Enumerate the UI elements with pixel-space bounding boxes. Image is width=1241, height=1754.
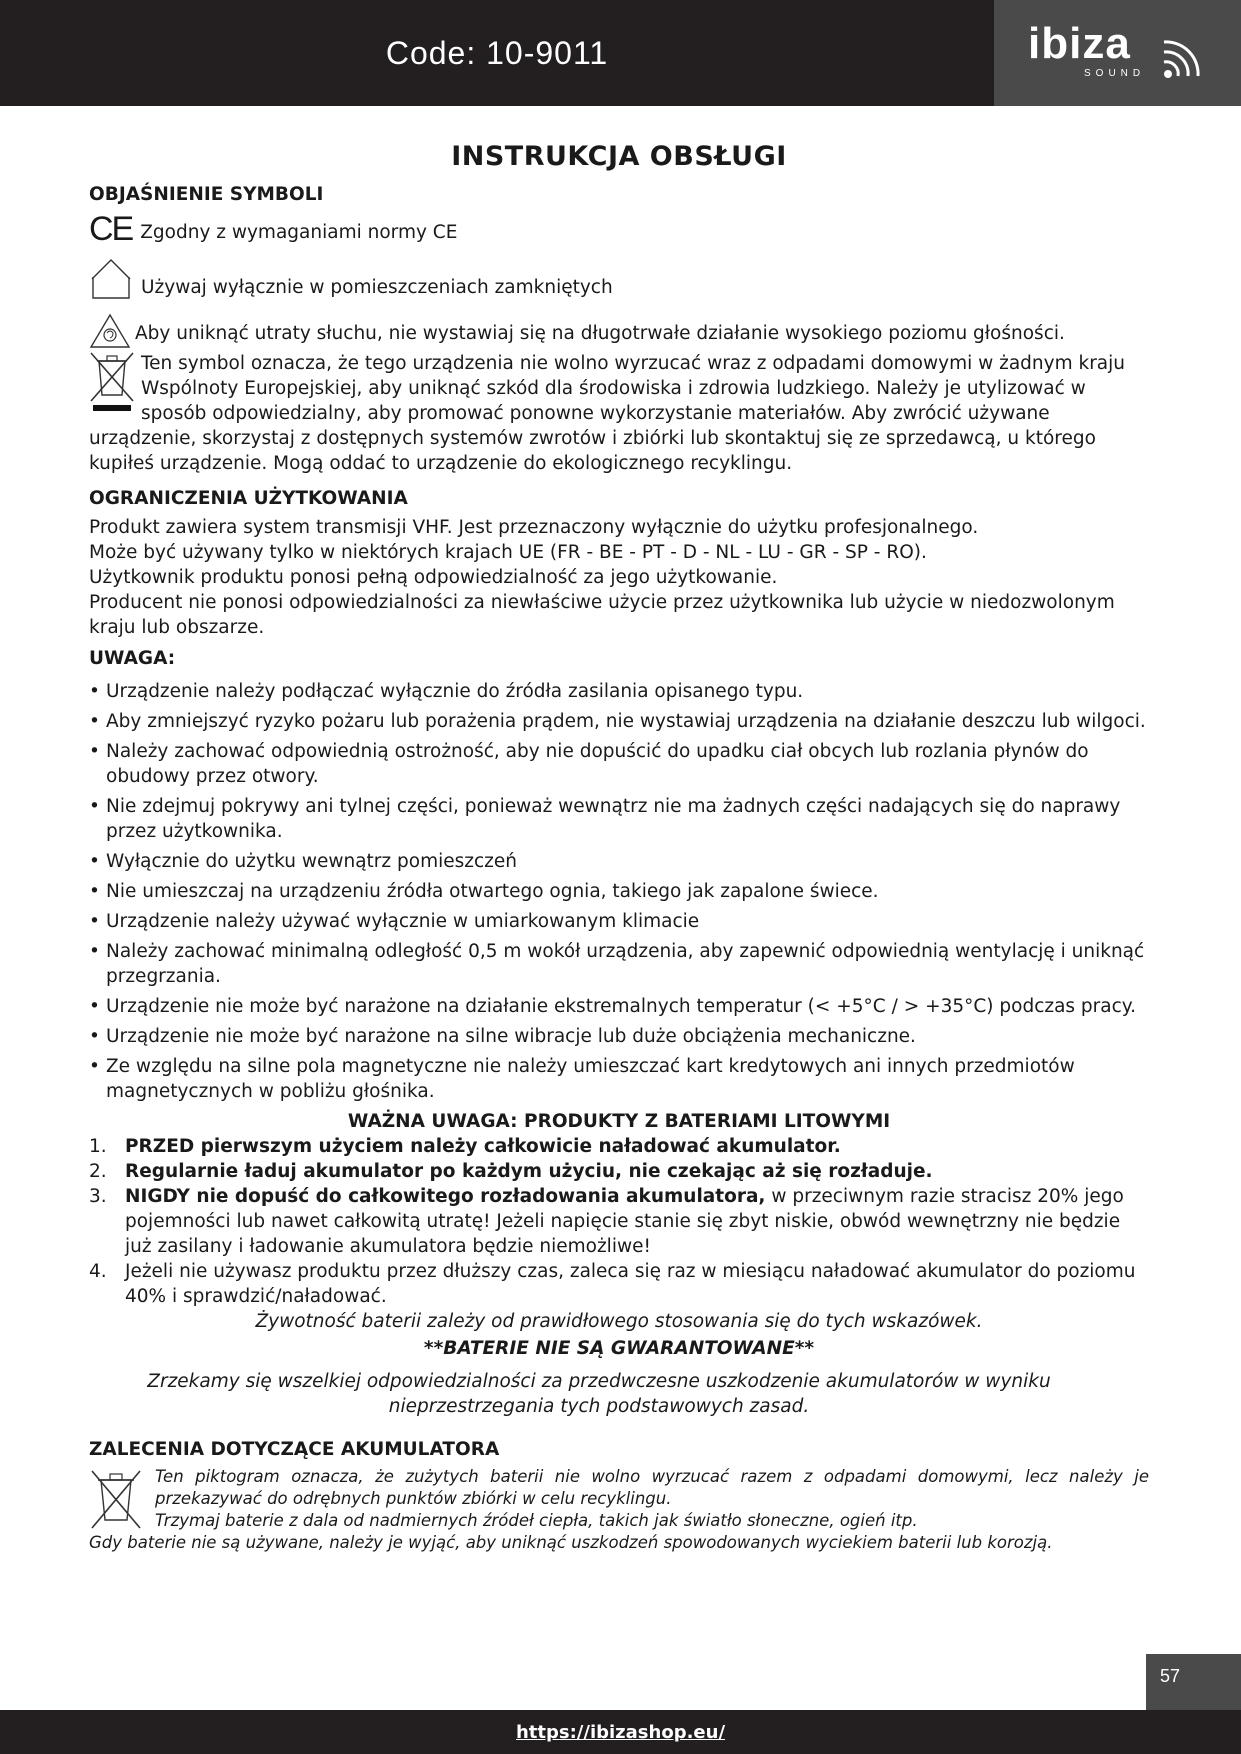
- warning-item: • Nie zdejmuj pokrywy ani tylnej części, ponieważ wewnątrz nie ma żadnych części nadających się do naprawy przez użytkownika.: [89, 794, 1149, 844]
- warning-item: • Ze względu na silne pola magnetyczne nie należy umieszczać kart kredytowych ani innych przedmiotów magnetycznych w pobliżu głośnika.: [89, 1054, 1149, 1104]
- battery-weee-bin-icon: [89, 1468, 143, 1532]
- symbol-weee-row: [89, 351, 1149, 476]
- battery-heading: WAŻNA UWAGA: PRODUKTY Z BATERIAMI LITOWYMI: [347, 1111, 891, 1132]
- ce-text: Zgodny z wymaganiami normy CE: [140, 221, 458, 243]
- logo-wordmark: ibiza: [1028, 19, 1131, 68]
- battery-item-text: w przeciwnym razie stracisz 20% jego pojemności lub nawet całkowitą utratę! Jeżeli napięcie stanie się zbyt niskie, obwód wewnętrzny nie będzie już zasilany i ładowanie akumulatora będzie niemożliwe!: [125, 1186, 1124, 1257]
- restriction-line: Użytkownik produktu ponosi pełną odpowiedzialność za jego użytkowanie.: [89, 567, 778, 588]
- restriction-line: Może być używany tylko w niektórych krajach UE (FR - BE - PT - D - NL - LU - GR - SP - RO).: [89, 542, 927, 563]
- restriction-line: Producent nie ponosi odpowiedzialności za niewłaściwe użycie przez użytkownika lub użycie w niedozwolonym kraju lub obszarze.: [89, 592, 1115, 638]
- warning-item: • Nie umieszczaj na urządzeniu źródła otwartego ognia, takiego jak zapalone świece.: [89, 879, 1149, 904]
- product-code: Code: 10-9011: [385, 34, 609, 71]
- disclaimer-note: Zrzekamy się wszelkiej odpowiedzialności za przedwczesne uszkodzenie akumulatorów w wyniku nieprzestrzegania tych podstawowych zasad.: [147, 1371, 1051, 1417]
- footer-url-link[interactable]: https://ibizashop.eu/: [0, 1710, 1241, 1754]
- warning-item: • Wyłącznie do użytku wewnątrz pomieszczeń: [89, 849, 1149, 874]
- accumulator-line: Gdy baterie nie są używane, należy je wyjąć, aby uniknąć uszkodzeń spowodowanych wyciekiem baterii lub korozją.: [89, 1533, 1053, 1552]
- no-warranty-note: **BATERIE NIE SĄ GWARANTOWANE**: [423, 1338, 815, 1359]
- battery-lifetime-note: Żywotność baterii zależy od prawidłowego stosowania się do tych wskazówek.: [255, 1311, 983, 1332]
- page-header: [0, 0, 1241, 106]
- battery-item-number: 2.: [89, 1161, 107, 1182]
- battery-item-bold: PRZED pierwszym użyciem należy całkowicie naładować akumulator.: [125, 1136, 841, 1157]
- battery-item-text: Jeżeli nie używasz produktu przez dłuższy czas, zaleca się raz w miesiącu naładować akumulator do poziomu 40% i sprawdzić/naładować.: [125, 1261, 1136, 1307]
- indoor-house-icon: [89, 257, 133, 301]
- logo-subtitle: SOUND: [1084, 68, 1146, 79]
- sound-waves-icon: [1162, 36, 1202, 80]
- accumulator-section: [89, 1437, 1149, 1554]
- warning-heading: UWAGA:: [89, 648, 176, 669]
- accumulator-line: Ten piktogram oznacza, że zużytych baterii nie wolno wyrzucać razem z odpadami domowymi, lecz należy je przekazywać do odrębnych punktów zbiórki w celu recyklingu.: [155, 1467, 1149, 1508]
- battery-item-bold: Regularnie ładuj akumulator po każdym użyciu, nie czekając aż się rozładuje.: [125, 1161, 933, 1182]
- warning-item: • Urządzenie należy podłączać wyłącznie do źródła zasilania opisanego typu.: [89, 679, 1149, 704]
- warning-item: • Aby zmniejszyć ryzyko pożaru lub porażenia prądem, nie wystawiaj urządzenia na działanie deszczu lub wilgoci.: [89, 709, 1149, 734]
- accumulator-body: [89, 1466, 1149, 1554]
- indoor-text: Używaj wyłącznie w pomieszczeniach zamkniętych: [141, 276, 613, 298]
- weee-text: Ten symbol oznacza, że tego urządzenia nie wolno wyrzucać wraz z odpadami domowymi w żadnym kraju Wspólnoty Europejskiej, aby uniknąć szkód dla środowiska i zdrowia ludzkiego. Należy je utylizować w sposób odpowiedzialny, aby promować ponowne wykorzystanie materiałów. Aby zwrócić używane urządzenie, skorzystaj z dostępnych systemów zwrotów i zbiórki lub skontaktuj się ze sprzedawcą, u którego kupiłeś urządzenie. Mogą oddać to urządzenie do ekologicznego recyklingu.: [89, 353, 1126, 474]
- symbol-ce-row: [89, 211, 1149, 247]
- battery-item-bold: NIGDY nie dopuść do całkowitego rozładowania akumulatora,: [125, 1186, 766, 1207]
- warning-item: • Urządzenie należy używać wyłącznie w umiarkowanym klimacie: [89, 909, 1149, 934]
- battery-item: [89, 1259, 1149, 1309]
- symbol-indoor-row: [89, 257, 1149, 301]
- battery-item: [89, 1134, 1149, 1159]
- restriction-line: Produkt zawiera system transmisji VHF. Jest przeznaczony wyłącznie do użytku profesjonalnego.: [89, 517, 979, 538]
- battery-item-number: 4.: [89, 1261, 107, 1282]
- manual-content: [89, 118, 1149, 1554]
- hearing-text: Aby uniknąć utraty słuchu, nie wystawiaj się na długotrwałe działanie wysokiego poziomu głośności.: [135, 322, 1065, 344]
- page-number: 57: [1146, 1654, 1241, 1710]
- battery-list: [89, 1134, 1149, 1309]
- warning-list: [89, 679, 1149, 1104]
- hearing-warning-icon: [89, 313, 131, 349]
- warning-item: • Należy zachować odpowiednią ostrożność, aby nie dopuścić do upadku ciał obcych lub rozlania płynów do obudowy przez otwory.: [89, 739, 1149, 789]
- warning-item: • Urządzenie nie może być narażone na działanie ekstremalnych temperatur (< +5°C / > +35°C) podczas pracy.: [89, 994, 1149, 1019]
- accumulator-line: Trzymaj baterie z dala od nadmiernych źródeł ciepła, takich jak światło słoneczne, ogień itp.: [155, 1511, 918, 1530]
- ce-mark-icon: CE: [89, 210, 133, 248]
- weee-bin-icon: [89, 351, 135, 413]
- symbol-hearing-row: [89, 313, 1149, 349]
- page-title: INSTRUKCJA OBSŁUGI: [451, 141, 787, 172]
- restrictions-heading: OGRANICZENIA UŻYTKOWANIA: [89, 488, 408, 509]
- symbols-heading: OBJAŚNIENIE SYMBOLI: [89, 184, 324, 205]
- warning-item: • Urządzenie nie może być narażone na silne wibracje lub duże obciążenia mechaniczne.: [89, 1024, 1149, 1049]
- battery-item-number: 1.: [89, 1136, 107, 1157]
- brand-logo: [994, 0, 1241, 106]
- accumulator-heading: ZALECENIA DOTYCZĄCE AKUMULATORA: [89, 1439, 500, 1460]
- battery-item: [89, 1159, 1149, 1184]
- battery-item-number: 3.: [89, 1186, 107, 1207]
- battery-item: [89, 1184, 1149, 1259]
- warning-item: • Należy zachować minimalną odległość 0,5 m wokół urządzenia, aby zapewnić odpowiednią wentylację i uniknąć przegrzania.: [89, 939, 1149, 989]
